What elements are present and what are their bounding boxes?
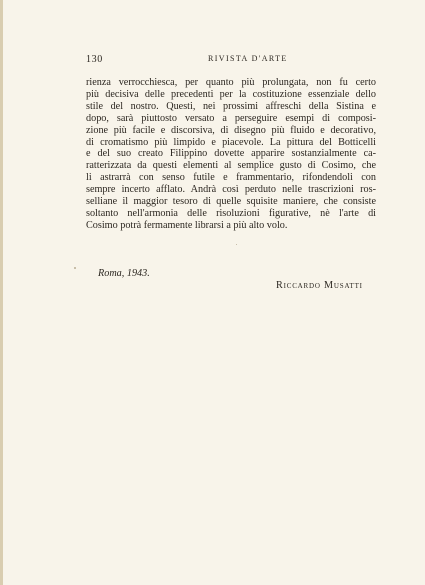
text-line: e del suo creato Filippino dovette apparire sostanzialmente ca- bbox=[86, 148, 376, 160]
text-line: selliane il maggior tesoro di quelle squisite maniere, che consiste bbox=[86, 196, 376, 208]
text-line: li astrarrà con senso futile e frammentario, rifondendoli con bbox=[86, 172, 376, 184]
text-line: di cromatismo più limpido e piacevole. La pittura del Botticelli bbox=[86, 136, 376, 148]
text-line: soltanto nell'armonia delle risoluzioni figurative, nè l'arte di bbox=[86, 207, 376, 219]
page-header bbox=[86, 54, 376, 68]
paper-speck bbox=[74, 267, 76, 269]
text-line: Cosimo potrà fermamente librarsi a più alto volo. bbox=[86, 219, 288, 231]
running-title: RIVISTA D'ARTE bbox=[208, 54, 288, 63]
text-line: ratterizzata da questi elementi al semplice gusto di Cosimo, che bbox=[86, 160, 376, 172]
body-paragraph bbox=[86, 77, 376, 232]
page-number: 130 bbox=[86, 54, 103, 65]
text-line: sempre incerto afflato. Andrà così perduto nelle trascrizioni ros- bbox=[86, 184, 376, 196]
text-line: zione più facile e discorsiva, di disegno più fluido e decorativo, bbox=[86, 124, 376, 136]
text-line: rienza verrocchiesca, per quanto più prolungata, non fu certo bbox=[86, 77, 376, 88]
text-line: dopo, sarà piuttosto versato a perseguire esempi di composi- bbox=[86, 112, 376, 124]
paper-speck bbox=[236, 244, 237, 245]
dateline: Roma, 1943. bbox=[98, 268, 150, 279]
page-edge bbox=[0, 0, 3, 585]
text-line: stile del nostro. Questi, nei prossimi affreschi della Sistina e bbox=[86, 100, 376, 112]
text-line: più decisiva delle precedenti per la costituzione essenziale dello bbox=[86, 88, 376, 100]
author-signature: Riccardo Musatti bbox=[276, 280, 363, 291]
